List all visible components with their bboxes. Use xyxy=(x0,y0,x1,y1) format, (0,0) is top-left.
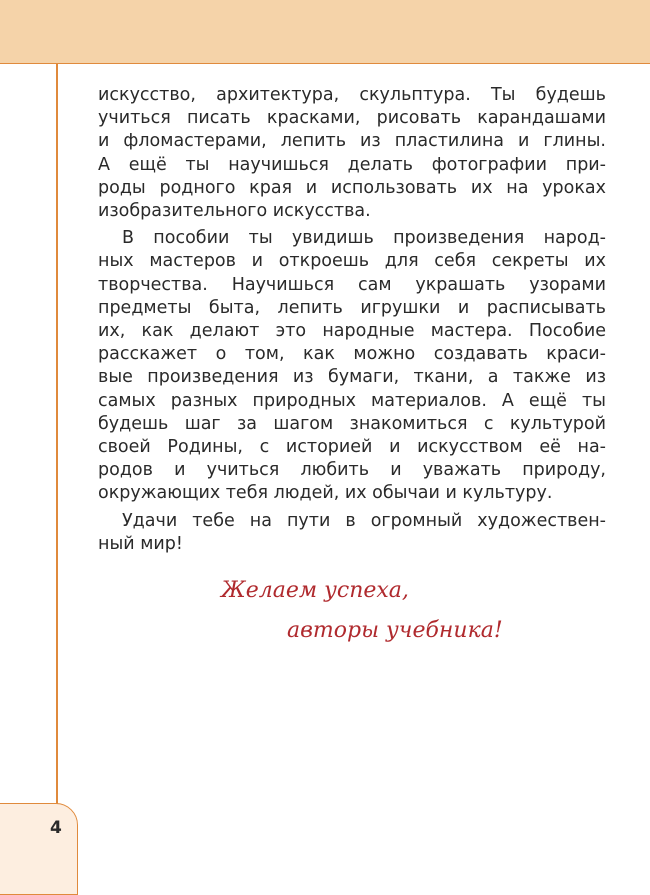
text-line: роды родного края и использовать их на уроках xyxy=(98,177,606,198)
text-line: их, как делают это народные мастера. Пособие xyxy=(98,321,606,342)
text-line: искусство, архитектура, скульптура. Ты будешь xyxy=(98,85,606,105)
text-line: будешь шаг за шагом знакомиться с культурой xyxy=(98,413,606,434)
text-line: окружающих тебя людей, их обычаи и культуру. xyxy=(98,483,553,504)
header-band xyxy=(0,0,650,64)
text-line: ных мастеров и откроешь для себя секреты их xyxy=(98,251,606,272)
text-line: родов и учиться любить и уважать природу, xyxy=(98,460,606,481)
text-line: самых разных природных материалов. А ещё ты xyxy=(98,390,606,411)
signature-line-2: авторы учебника! xyxy=(287,618,503,643)
page-number-tab xyxy=(0,803,78,895)
text-line: ный мир! xyxy=(98,533,183,554)
body-text xyxy=(98,84,606,556)
margin-line xyxy=(56,64,58,804)
text-line: учиться писать красками, рисовать карандашами xyxy=(98,108,606,129)
text-line: В пособии ты увидишь произведения народ- xyxy=(122,228,606,249)
text-line: творчества. Научишься сам украшать узорами xyxy=(98,274,606,295)
text-line: изобразительного искусства. xyxy=(98,201,371,222)
text-line: вые произведения из бумаги, ткани, а также из xyxy=(98,367,606,388)
page-number: 4 xyxy=(50,818,62,838)
text-line: своей Родины, с историей и искусством её на- xyxy=(98,437,606,458)
text-line: предметы быта, лепить игрушки и расписывать xyxy=(98,297,606,318)
text-line: расскажет о том, как можно создавать краси- xyxy=(98,344,606,365)
text-line: А ещё ты научишься делать фотографии при- xyxy=(98,154,606,175)
text-line: и фломастерами, лепить из пластилина и глины. xyxy=(98,131,606,152)
text-line: Удачи тебе на пути в огромный художествен- xyxy=(122,510,606,531)
signature-line-1: Желаем успеха, xyxy=(221,578,409,603)
